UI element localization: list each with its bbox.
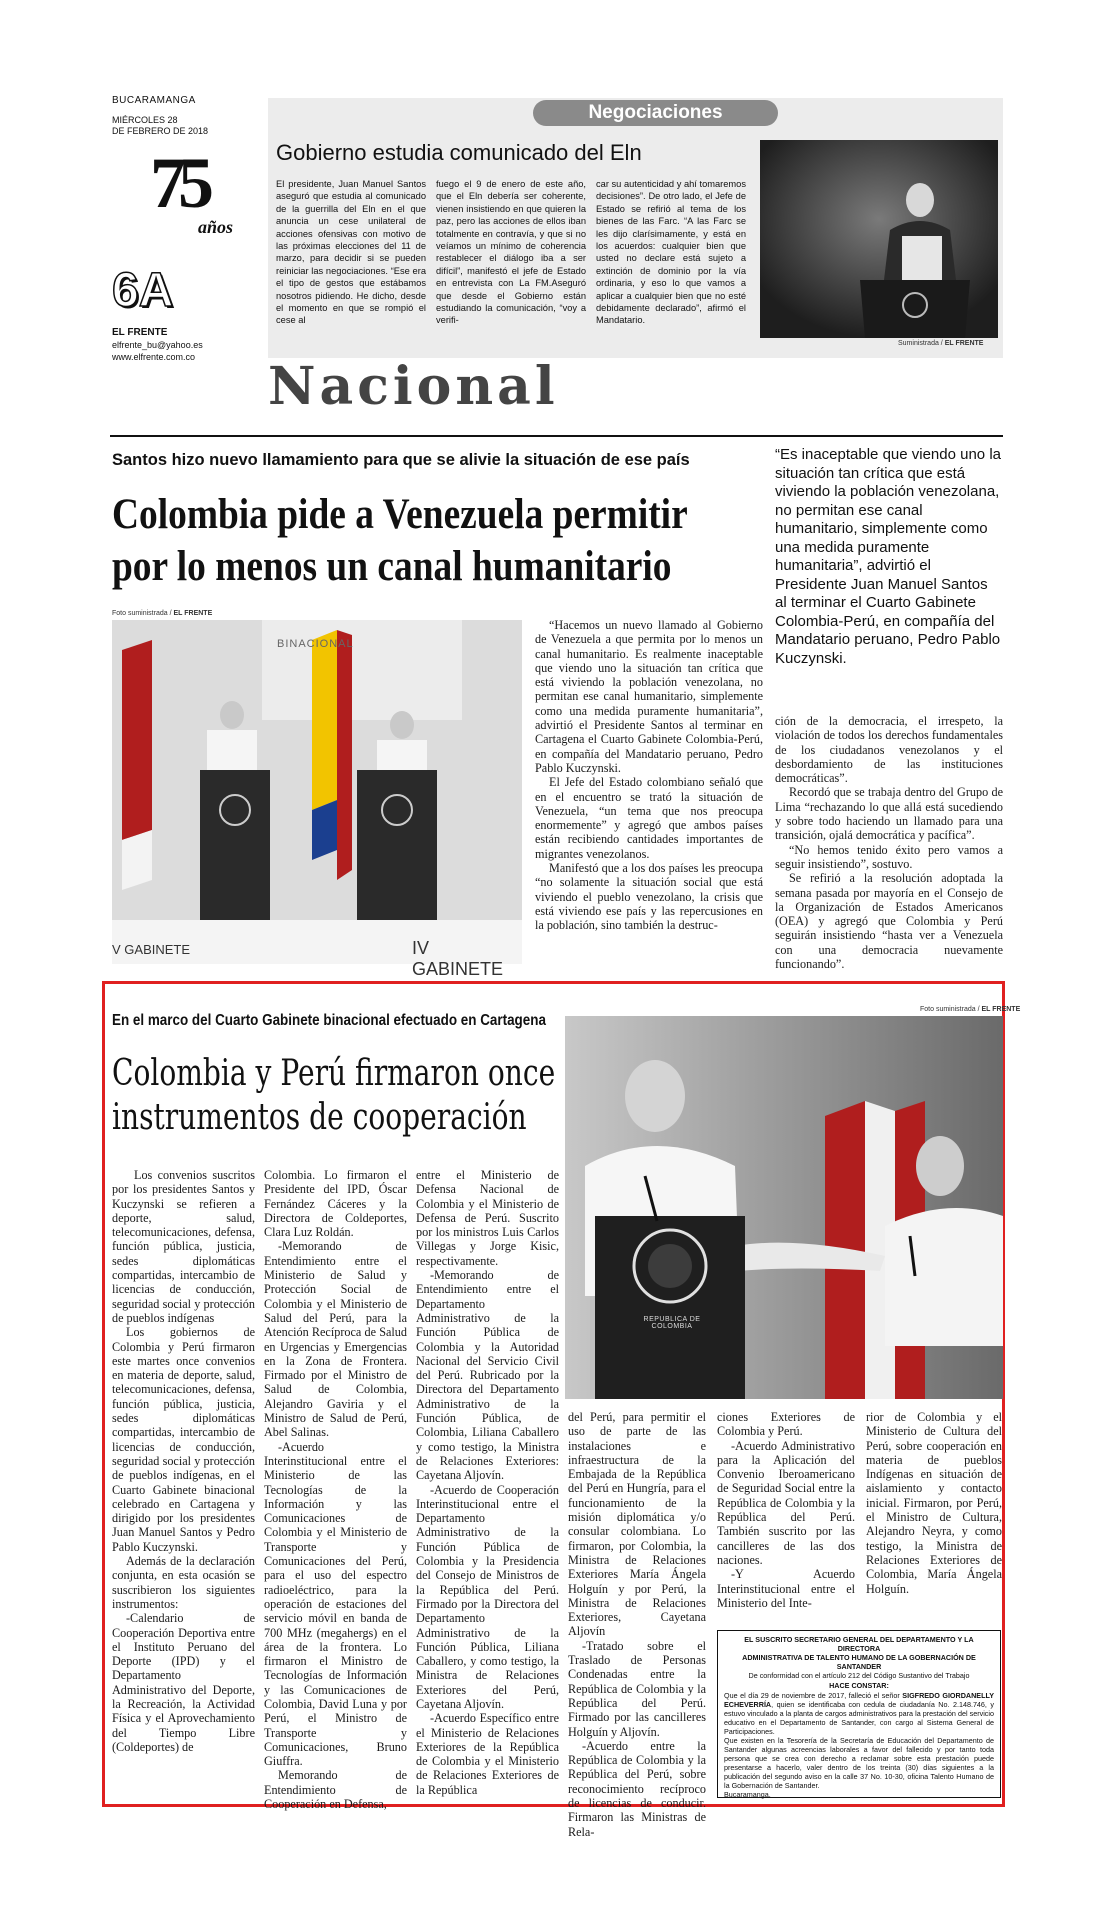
article2-column-2 (264, 1168, 407, 1811)
paper-website[interactable]: www.elfrente.com.co (112, 352, 196, 362)
article2-photo-credit-label: Foto suministrada / (920, 1006, 982, 1013)
top-col-2: fuego el 9 de enero de este año, que el Eln debería ser coherente, vienen insistiendo en que quieren la paz, pero las acciones de ellos iban totalmente en contravía, y que si no veíamos un mínimo de coherencia restablecer el diálogo iba a ser difícil”, manifestó el jefe de Estado en entrevista con La FM.Aseguró que desde el Gobierno están estudiando la comunicación, “voy a verifi- (436, 179, 586, 326)
article2-headline (112, 1052, 555, 1140)
article2-column-3 (416, 1168, 559, 1797)
article1-paragraph: Manifestó que a los dos países les preocupa “no solamente la situación social que está viviendo el pueblo venezolano, la crisis que está viviendo ese país y las repercusiones en la población, sino también la destruc- (535, 861, 763, 933)
article2-paragraph: entre el Ministerio de Defensa Nacional de Colombia y el Ministerio de Defensa de Perú. Suscrito por los ministros Luis Carlos Villegas y Jorge Kisic, respectivamente. (416, 1168, 559, 1268)
article1-photo-credit-source: EL FRENTE (173, 610, 213, 617)
notice-p1-after: , quien se identificaba con cedula de ciudadanía No. 2.148.746, y estuvo vinculado a la planta de cargos administrativos para la prestación del servicio educativo en el Departamento de Santander, con cargo al Sistema General de Participaciones. (724, 1700, 994, 1736)
top-headline: Gobierno estudia comunicado del Eln (276, 140, 642, 165)
article1-paragraph: Se refirió a la resolución adoptada la semana pasada por mayoría en el Consejo de la Organización de Estados Americanos (OEA) y agregó que Colombia y Perú seguirán insistiendo “hasta ver a Venezuela con una democracia nuevamente funcionando”. (775, 871, 1003, 972)
notice-paragraph-3: Bucaramanga, (724, 1790, 771, 1799)
top-col-1: El presidente, Juan Manuel Santos aseguró que estudia al comunicado de la guerrilla del Eln en el que anuncia un cese unilateral de acciones ofensivas con motivo de las próximas elecciones del 11 de marzo, para decidir si se pueden reiniciar las negociaciones. “Ese era el tipo de gestos que estábamos nosotros pidiendo. He dicho, desde el momento en que se rompió el cese al (276, 179, 426, 326)
article1-column-middle (535, 618, 763, 933)
photo-sign-left: V GABINETE (112, 942, 191, 957)
article2-paragraph: -Tratado sobre el Traslado de Personas Condenadas entre la República de Colombia y la República del Perú. Firmado por las cancilleres Holguín y Aljovín. (568, 1638, 706, 1739)
article1-photo-credit-label: Foto suministrada / (112, 610, 174, 617)
article2-paragraph: -Acuerdo Interinstitucional entre el Ministerio de las Tecnologías de la Información y las Comunicaciones de Colombia y el Ministerio de Transporte y Comunicaciones del Perú, para el uso del espectro radioeléctrico, para la operación de estaciones del servicio móvil en banda de 700 MHz (megahergs) en el área de la frontera. Lo firmaron el Ministro de Tecnologías de Información y las Comunicaciones de Colombia, David Luna y por Perú, el Ministro de Transporte y Comunicaciones, Bruno Giuffra. (264, 1439, 407, 1769)
anniversary-logo (150, 143, 240, 247)
article2-column-4 (568, 1410, 706, 1839)
article1-headline (112, 488, 688, 592)
notice-p1-before: Que el día 29 de noviembre de 2017, falleció el señor (724, 1691, 903, 1700)
article2-column-1 (112, 1168, 255, 1754)
article1-headline-line2: por lo menos un canal humanitario (112, 542, 672, 590)
article1-photo (112, 620, 522, 979)
paper-email[interactable]: elfrente_bu@yahoo.es (112, 340, 203, 350)
article2-paragraph: -Acuerdo Específico entre el Ministerio de Relaciones Exteriores de la República de Colombia y el Ministerio de Relaciones Exteriores de la República (416, 1711, 559, 1797)
article2-paragraph: -Memorando de Entendimiento entre el Departamento Administrativo de la Función Pública de Colombia y la Autoridad Nacional del Servicio Civil del Perú. Rubricado por la Directora del Departamento Administrativo de la Función Pública, de Colombia, Liliana Caballero y como testigo, la Ministra de Relaciones Exteriores: Cayetana Aljovín. (416, 1268, 559, 1483)
article2-paragraph: -Memorando de Entendimiento entre el Ministerio de Salud y Protección Social de Colombia y el Ministerio de Salud del Perú, para la Atención Recíproca de Salud en Urgencias y Emergencias en la Zona de Frontera. Firmado por el Ministro de Salud de Colombia, Alejandro Gaviria y el Ministro de Salud de Perú, Abel Salinas. (264, 1239, 407, 1440)
article1-column-right (775, 714, 1003, 971)
notice-paragraph-1 (724, 1691, 994, 1736)
photo-banner-top: BINACIONAL (277, 638, 354, 650)
article2-photo-credit-source: EL FRENTE (981, 1006, 1021, 1013)
legal-notice (717, 1630, 1001, 1798)
notice-title-line1: EL SUSCRITO SECRETARIO GENERAL DEL DEPARTAMENTO Y LA DIRECTORA (744, 1635, 974, 1653)
section-rule (110, 435, 1003, 437)
article2-paragraph: -Acuerdo entre la República de Colombia y la República del Perú, sobre reconocimiento recíproco de licencias de conducir. Firmaron las Ministras de Rela- (568, 1738, 706, 1839)
article2-paragraph: -Y Acuerdo Interinstitucional entre el Ministerio del Inte- (717, 1567, 855, 1610)
article2-paragraph: ciones Exteriores de Colombia y Perú. (717, 1410, 855, 1439)
section-title: Nacional (268, 356, 559, 417)
article2-headline-line2: instrumentos de cooperación (112, 1097, 527, 1138)
article2-paragraph: Los convenios suscritos por los presidentes Santos y Kuczynski se refieren a deporte, salud, telecomunicaciones, defensa, función pública, justicia, sedes diplomáticas compartidas, intercambio de licencias de conducción, seguridad social y protección de pueblos indígenas (112, 1168, 255, 1325)
article2-paragraph: rior de Colombia y el Ministerio de Cultura del Perú, sobre cooperación en materia de pueblos Indígenas en situación de aislamiento y contacto inicial. Firmaron, por Perú, el Ministro de Cultura, Alejandro Neyra, y como testigo, la Ministra de Relaciones Exteriores de Colombia, María Ángela Holguín. (866, 1410, 1002, 1596)
article2-paragraph: del Perú, para permitir el uso de parte de las instalaciones e infraestructura de la Embajada de la República del Perú en Hungría, para el funcionamiento de la misión diplomática y/o consular colombiana. Lo firmaron, por Colombia, la Ministra de Relaciones Exteriores María Ángela Holguín y por Perú, la Ministra de Relaciones Exteriores, Cayetana Aljovín (568, 1410, 706, 1639)
masthead-date-line2: DE FEBRERO DE 2018 (112, 126, 209, 136)
two-presidents-podium-illustration (112, 620, 522, 964)
photo-seal-text: REPUBLICA DE COLOMBIA (643, 1316, 701, 1330)
article2-paragraph: Memorando de Entendimiento de Cooperación en Defensa, (264, 1768, 407, 1812)
masthead-date-line1: MIÉRCOLES 28 (112, 115, 178, 125)
notice-paragraph-2: Que existen en la Tesorería de la Secretaría de Educación del Departamento de Santander algunas acreencias laborales a favor del fallecido y por tanto toda persona que se crea con derecho a reclamar sobre esta prestación puede presentarse a hacerlo, valer dentro de los treinta (30) días siguientes a la publicación del segundo aviso en la calle 37 No. 10-30, oficina Talento Humano de la Gobernación de Santander. (724, 1736, 994, 1790)
photo-sign-right: IV GABINETE (412, 938, 504, 979)
article2-column-6 (866, 1410, 1002, 1596)
page-number: 6A (112, 264, 174, 317)
article1-paragraph: ción de la democracia, el irrespeto, la violación de todos los derechos fundamentales de los ciudadanos venezolanos y el desbordamiento de las instituciones democráticas”. (775, 714, 1003, 786)
notice-title-line2: ADMINISTRATIVA DE TALENTO HUMANO DE LA GOBERNACIÓN DE SANTANDER (742, 1653, 976, 1671)
article1-paragraph: “Hacemos un nuevo llamado al Gobierno de Venezuela a que permita por lo menos un canal humanitario. Es realmente inaceptable que viendo uno la situación tan crítica que está viviendo la población venezolana, no permitan ese canal humanitario, simplemente como una medida puramente humanitaria”, advirtió el Presidente Santos al terminar en Cartagena el Cuarto Gabinete Colombia-Perú, en compañía del Mandatario peruano, Pedro Pablo Kuczynski. (535, 618, 763, 775)
top-photo-credit (898, 340, 983, 347)
article1-paragraph: El Jefe del Estado colombiano señaló que en el encuentro se trató la situación de Venezuela, “un tema que nos preocupa enormemente” y agregó que ambos países están recibiendo cantidades importantes de migrantes venezolanos. (535, 775, 763, 861)
article1-paragraph: “No hemos tenido éxito pero vamos a seguir insistiendo”, sostuvo. (775, 842, 1003, 871)
anniversary-word: años (198, 217, 234, 237)
masthead (112, 95, 252, 365)
paper-name: EL FRENTE (112, 327, 168, 338)
notice-subtitle: De conformidad con el artículo 212 del Código Sustantivo del Trabajo (748, 1671, 970, 1680)
notice-hace-constar: HACE CONSTAR: (829, 1681, 889, 1690)
notice-p1-name: SIGFREDO GIORDANELLY ECHEVERRÍA (724, 1691, 994, 1709)
article1-headline-line1: Colombia pide a Venezuela permitir (112, 490, 688, 538)
top-photo-credit-source: EL FRENTE (944, 340, 984, 347)
article2-photo-credit (920, 1006, 1020, 1013)
santos-podium-illustration (760, 140, 998, 338)
article2-paragraph: Además de la declaración conjunta, en esta ocasión se suscribieron los siguientes instrumentos: (112, 1554, 255, 1611)
article2-column-5 (717, 1410, 855, 1610)
anniversary-number: 75 (150, 143, 206, 223)
top-photo (760, 140, 998, 338)
article1-paragraph: Recordó que se trabaja dentro del Grupo de Lima “rechazando lo que allá está sucediendo y sobre todo haciendo un llamado para una transición, ojalá democrática y pacífica”. (775, 785, 1003, 843)
article1-pull-quote: “Es inaceptable que viendo uno la situación tan crítica que está viviendo la población venezolana, no permitan ese canal humanitario, simplemente como una medida puramente humanitaria”, advirtió el Presidente Juan Manuel Santos al terminar el Cuarto Gabinete Colombia-Perú, en compañía del Mandatario peruano, Pedro Pablo Kuczynski. (775, 446, 1001, 667)
section-tab: Negociaciones (533, 100, 778, 126)
top-col-3: car su autenticidad y ahí tomaremos decisiones”. De otro lado, el Jefe de Estado se refirió al tema de los bienes de las Farc. “A las Farc se les dijo clarísimamente, y está en los acuerdos: cualquier bien que usted no declare está sujeto a extinción de dominio por la vía ordinaria, y eso lo que vamos a aplicar a cualquier bien que no esté debidamente declarado”, afirmó el Mandatario. (596, 179, 746, 326)
article2-paragraph: Colombia. Lo firmaron el Presidente del IPD, Óscar Fernández Cáceres y la Directora de Coldeportes, Clara Luz Roldán. (264, 1168, 407, 1240)
article2-paragraph: -Acuerdo de Cooperación Interinstitucional entre el Departamento Administrativo de la Función Pública de Colombia y la Presidencia del Consejo de Ministros de la República del Perú. Firmado por la Directora del Departamento Administrativo de la Función Pública, Liliana Caballero, y como testigo, la Ministra de Relaciones Exteriores del Perú, Cayetana Aljovín. (416, 1482, 559, 1711)
article2-paragraph: Los gobiernos de Colombia y Perú firmaron este martes once convenios en materia de deporte, salud, telecomunicaciones, defensa, función pública, justicia, sedes diplomáticas compartidas, intercambio de licencias de conducción, seguridad social y protección de pueblos indígenas, en el Cuarto Gabinete binacional celebrado en Cartagena y dirigido por los presidentes Juan Manuel Santos y Pedro Pablo Kuczynski. (112, 1325, 255, 1554)
article1-kicker: Santos hizo nuevo llamamiento para que se alivie la situación de ese país (112, 451, 690, 469)
article2-paragraph: -Calendario de Cooperación Deportiva entre el Instituto Peruano del Deporte (IPD) y el Departamento Administrativo del Deporte, la Recreación, la Actividad Física y el Aprovechamiento del Tiempo Libre (Coldeportes) de (112, 1611, 255, 1754)
handshake-illustration (565, 1016, 1003, 1399)
article2-headline-line1: Colombia y Perú firmaron once (112, 1053, 556, 1094)
article2-photo (565, 1016, 1003, 1399)
top-news-box (268, 98, 1003, 358)
article2-paragraph: -Acuerdo Administrativo para la Aplicación del Convenio Iberoamericano de Seguridad Social entre la República de Colombia y la República del Perú. También suscrito por las cancilleres de las dos naciones. (717, 1438, 855, 1567)
article2-kicker: En el marco del Cuarto Gabinete binacional efectuado en Cartagena (112, 1012, 546, 1029)
masthead-city: BUCARAMANGA (112, 95, 196, 106)
top-photo-credit-label: Suministrada / (898, 340, 945, 347)
article1-photo-credit (112, 610, 212, 617)
